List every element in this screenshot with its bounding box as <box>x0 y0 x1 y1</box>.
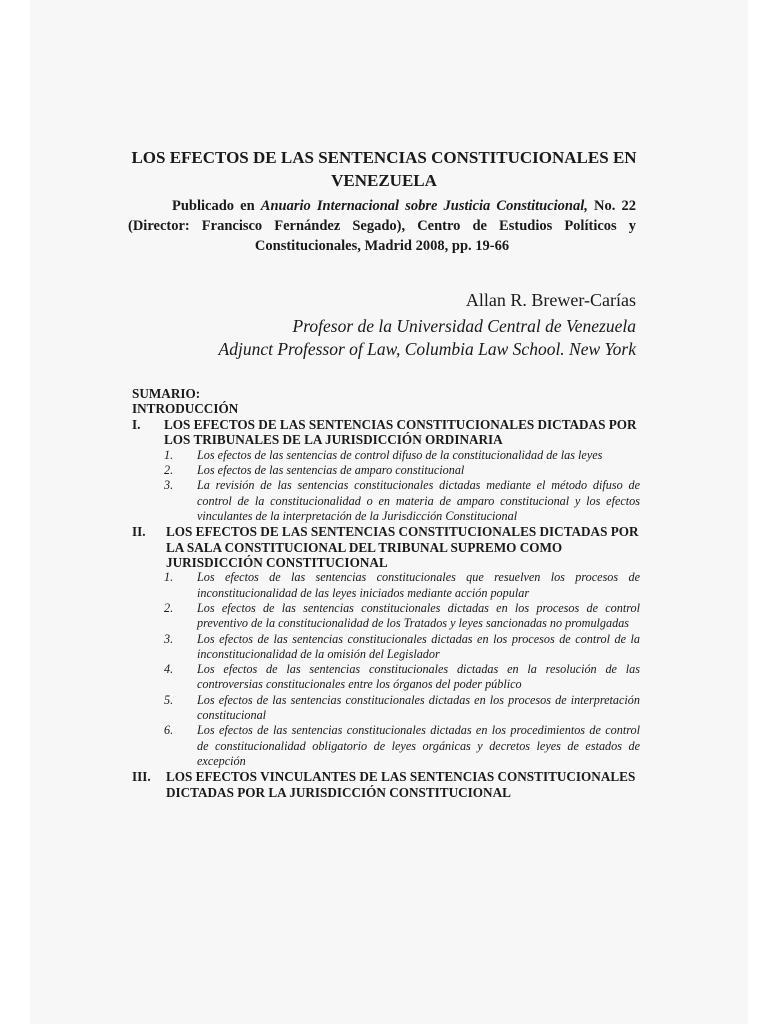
item-number: 4. <box>164 662 174 677</box>
item-number: 6. <box>164 723 174 738</box>
item-text: Los efectos de las sentencias de control difuso de la constitucionalidad de las leyes <box>197 447 603 462</box>
item-number: 1. <box>164 447 174 462</box>
affiliation-2: Adjunct Professor of Law, Columbia Law School. New York <box>218 339 636 359</box>
title-line-2: VENEZUELA <box>331 171 437 190</box>
section-title: LOS EFECTOS DE LAS SENTENCIAS CONSTITUCIONALES DICTADAS POR LOS TRIBUNALES DE LA JURISDICCIÓN ORDINARIA <box>164 416 637 448</box>
affiliation-1: Profesor de la Universidad Central de Venezuela <box>292 316 636 336</box>
summary-sections <box>132 417 640 800</box>
section-title: LOS EFECTOS DE LAS SENTENCIAS CONSTITUCIONALES DICTADAS POR LA SALA CONSTITUCIONAL DEL TRIBUNAL SUPREMO COMO JURISDICCIÓN CONSTITUCIONAL <box>166 524 639 570</box>
title-line-1: LOS EFECTOS DE LAS SENTENCIAS CONSTITUCIONALES EN <box>131 148 637 167</box>
summary-intro: INTRODUCCIÓN <box>132 401 239 417</box>
summary-item <box>132 662 640 693</box>
item-text: Los efectos de las sentencias constitucionales dictadas en los procesos de control de la inconstitucionalidad de la omisión del Legislador <box>197 631 640 661</box>
document-title <box>0 146 768 192</box>
section-number: III. <box>132 769 151 785</box>
section-number: I. <box>132 416 141 432</box>
author-name: Allan R. Brewer-Carías <box>465 290 636 310</box>
summary-item <box>132 601 640 632</box>
item-number: 3. <box>164 478 174 493</box>
item-text: Los efectos de las sentencias constitucionales dictadas en los procedimientos de control de constitucionalidad obligatorio de leyes orgánicas y decretos leyes de estados de excepción <box>197 723 640 768</box>
item-number: 2. <box>164 462 174 477</box>
summary-item <box>132 693 640 724</box>
summary-section <box>132 769 640 800</box>
summary-item <box>132 723 640 769</box>
summary-section <box>132 524 640 570</box>
summary-heading: SUMARIO: <box>132 386 201 401</box>
publication-prefix: Publicado en <box>172 198 261 214</box>
publication-note <box>128 196 636 256</box>
item-text: Los efectos de las sentencias constitucionales dictadas en los procesos de control preventivo de la constitucionalidad de los Tratados y leyes sancionadas no promulgadas <box>197 600 640 631</box>
publication-rest: No. 22 (Director: Francisco Fernández Segado), Centro de Estudios Políticos y Constitucionales, Madrid 2008, pp. 19-66 <box>128 198 636 254</box>
summary-item <box>132 448 640 463</box>
item-text: La revisión de las sentencias constitucionales dictadas mediante el método difuso de control de la constitucionalidad o en materia de amparo constitucional y los efectos vinculantes de la interpretación de la Jurisdicción Constitucional <box>197 478 640 523</box>
item-number: 5. <box>164 692 174 707</box>
item-text: Los efectos de las sentencias constitucionales dictadas en los procesos de interpretación constitucional <box>197 692 640 722</box>
summary-item <box>132 463 640 478</box>
publication-journal: Anuario Internacional sobre Justicia Constitucional, <box>260 198 588 214</box>
summary <box>132 386 640 800</box>
item-text: Los efectos de las sentencias de amparo constitucional <box>197 462 465 477</box>
item-number: 2. <box>164 600 174 615</box>
summary-item <box>132 632 640 663</box>
item-text: Los efectos de las sentencias constitucionales que resuelven los procesos de inconstitucionalidad de las leyes iniciados mediante acción popular <box>197 570 640 600</box>
item-text: Los efectos de las sentencias constitucionales dictadas en la resolución de las controversias constitucionales entre los órganos del poder público <box>197 662 640 692</box>
summary-section <box>132 417 640 448</box>
section-title: LOS EFECTOS VINCULANTES DE LAS SENTENCIAS CONSTITUCIONALES DICTADAS POR LA JURISDICCIÓN CONSTITUCIONAL <box>166 769 636 800</box>
summary-item <box>132 478 640 524</box>
author-affiliations <box>219 315 636 361</box>
summary-item <box>132 570 640 601</box>
item-number: 1. <box>164 570 174 585</box>
item-number: 3. <box>164 631 174 646</box>
section-number: II. <box>132 524 146 540</box>
